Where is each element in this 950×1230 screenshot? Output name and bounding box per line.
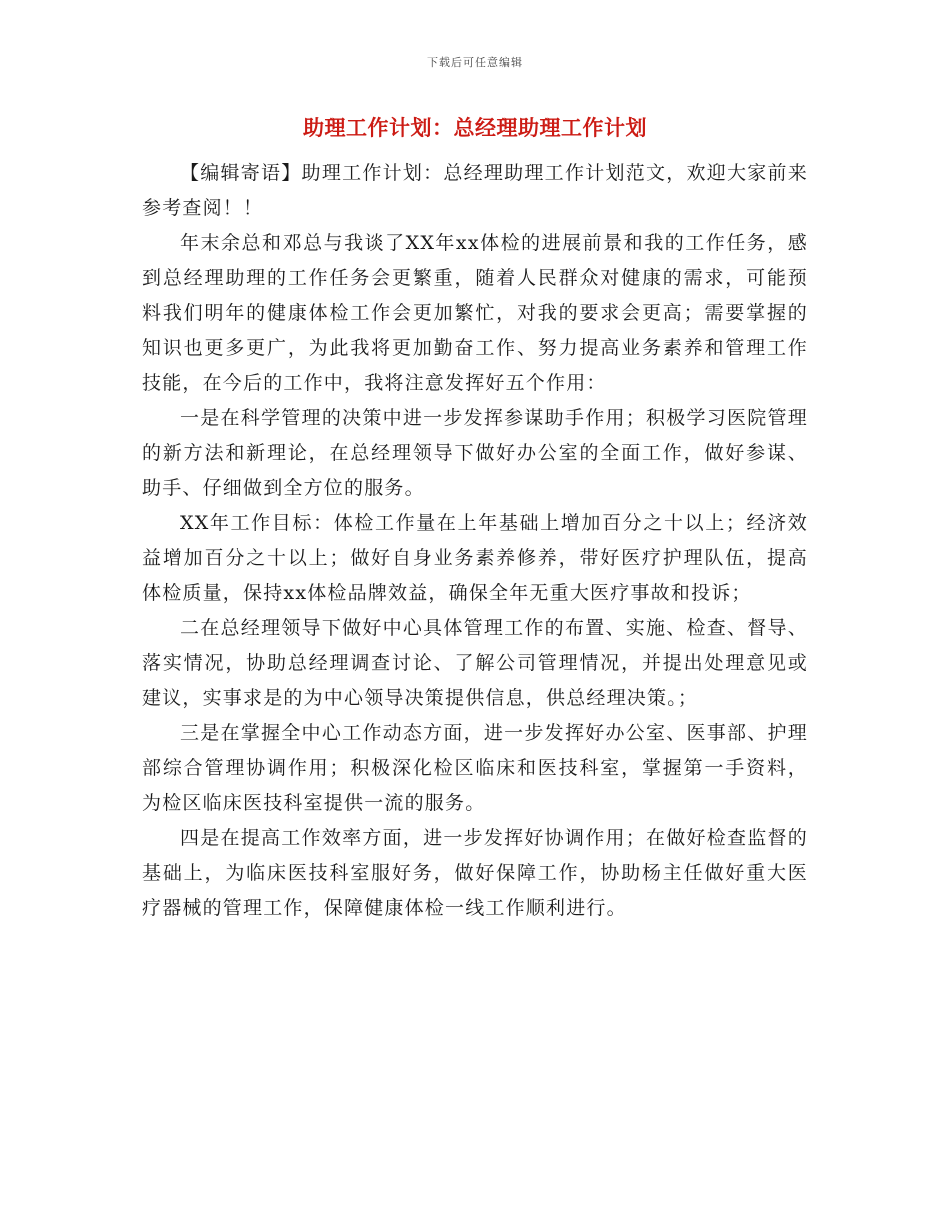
paragraph-item-two: 二在总经理领导下做好中心具体管理工作的布置、实施、检查、督导、落实情况，协助总经理调查讨论、了解公司管理情况，并提出处理意见或建议，实事求是的为中心领导决策提供信息，供总经理决策。； xyxy=(142,617,808,709)
paragraph-goals: XX年工作目标：体检工作量在上年基础上增加百分之十以上；经济效益增加百分之十以上；做好自身业务素养修养，带好医疗护理队伍，提高体检质量，保持xx体检品牌效益，确保全年无重大医疗事故和投诉； xyxy=(142,512,808,604)
document-title: 助理工作计划：总经理助理工作计划 xyxy=(303,116,647,140)
document-body xyxy=(142,156,808,926)
page-header: 下载后可任意编辑 xyxy=(427,56,523,69)
paragraph-editor-note: 【编辑寄语】助理工作计划：总经理助理工作计划范文，欢迎大家前来参考查阅！！ xyxy=(142,162,808,219)
paragraph-intro: 年末余总和邓总与我谈了XX年xx体检的进展前景和我的工作任务，感到总经理助理的工作任务会更繁重，随着人民群众对健康的需求，可能预料我们明年的健康体检工作会更加繁忙，对我的要求会更高；需要掌握的知识也更多更广，为此我将更加勤奋工作、努力提高业务素养和管理工作技能，在今后的工作中，我将注意发挥好五个作用： xyxy=(142,232,808,394)
paragraph-item-one: 一是在科学管理的决策中进一步发挥参谋助手作用；积极学习医院管理的新方法和新理论，在总经理领导下做好办公室的全面工作，做好参谋、助手、仔细做到全方位的服务。 xyxy=(142,407,808,499)
paragraph-item-three: 三是在掌握全中心工作动态方面，进一步发挥好办公室、医事部、护理部综合管理协调作用；积极深化检区临床和医技科室，掌握第一手资料，为检区临床医技科室提供一流的服务。 xyxy=(142,722,808,814)
paragraph-item-four: 四是在提高工作效率方面，进一步发挥好协调作用；在做好检查监督的基础上，为临床医技科室服好务，做好保障工作，协助杨主任做好重大医疗器械的管理工作，保障健康体检一线工作顺利进行。 xyxy=(142,827,808,919)
